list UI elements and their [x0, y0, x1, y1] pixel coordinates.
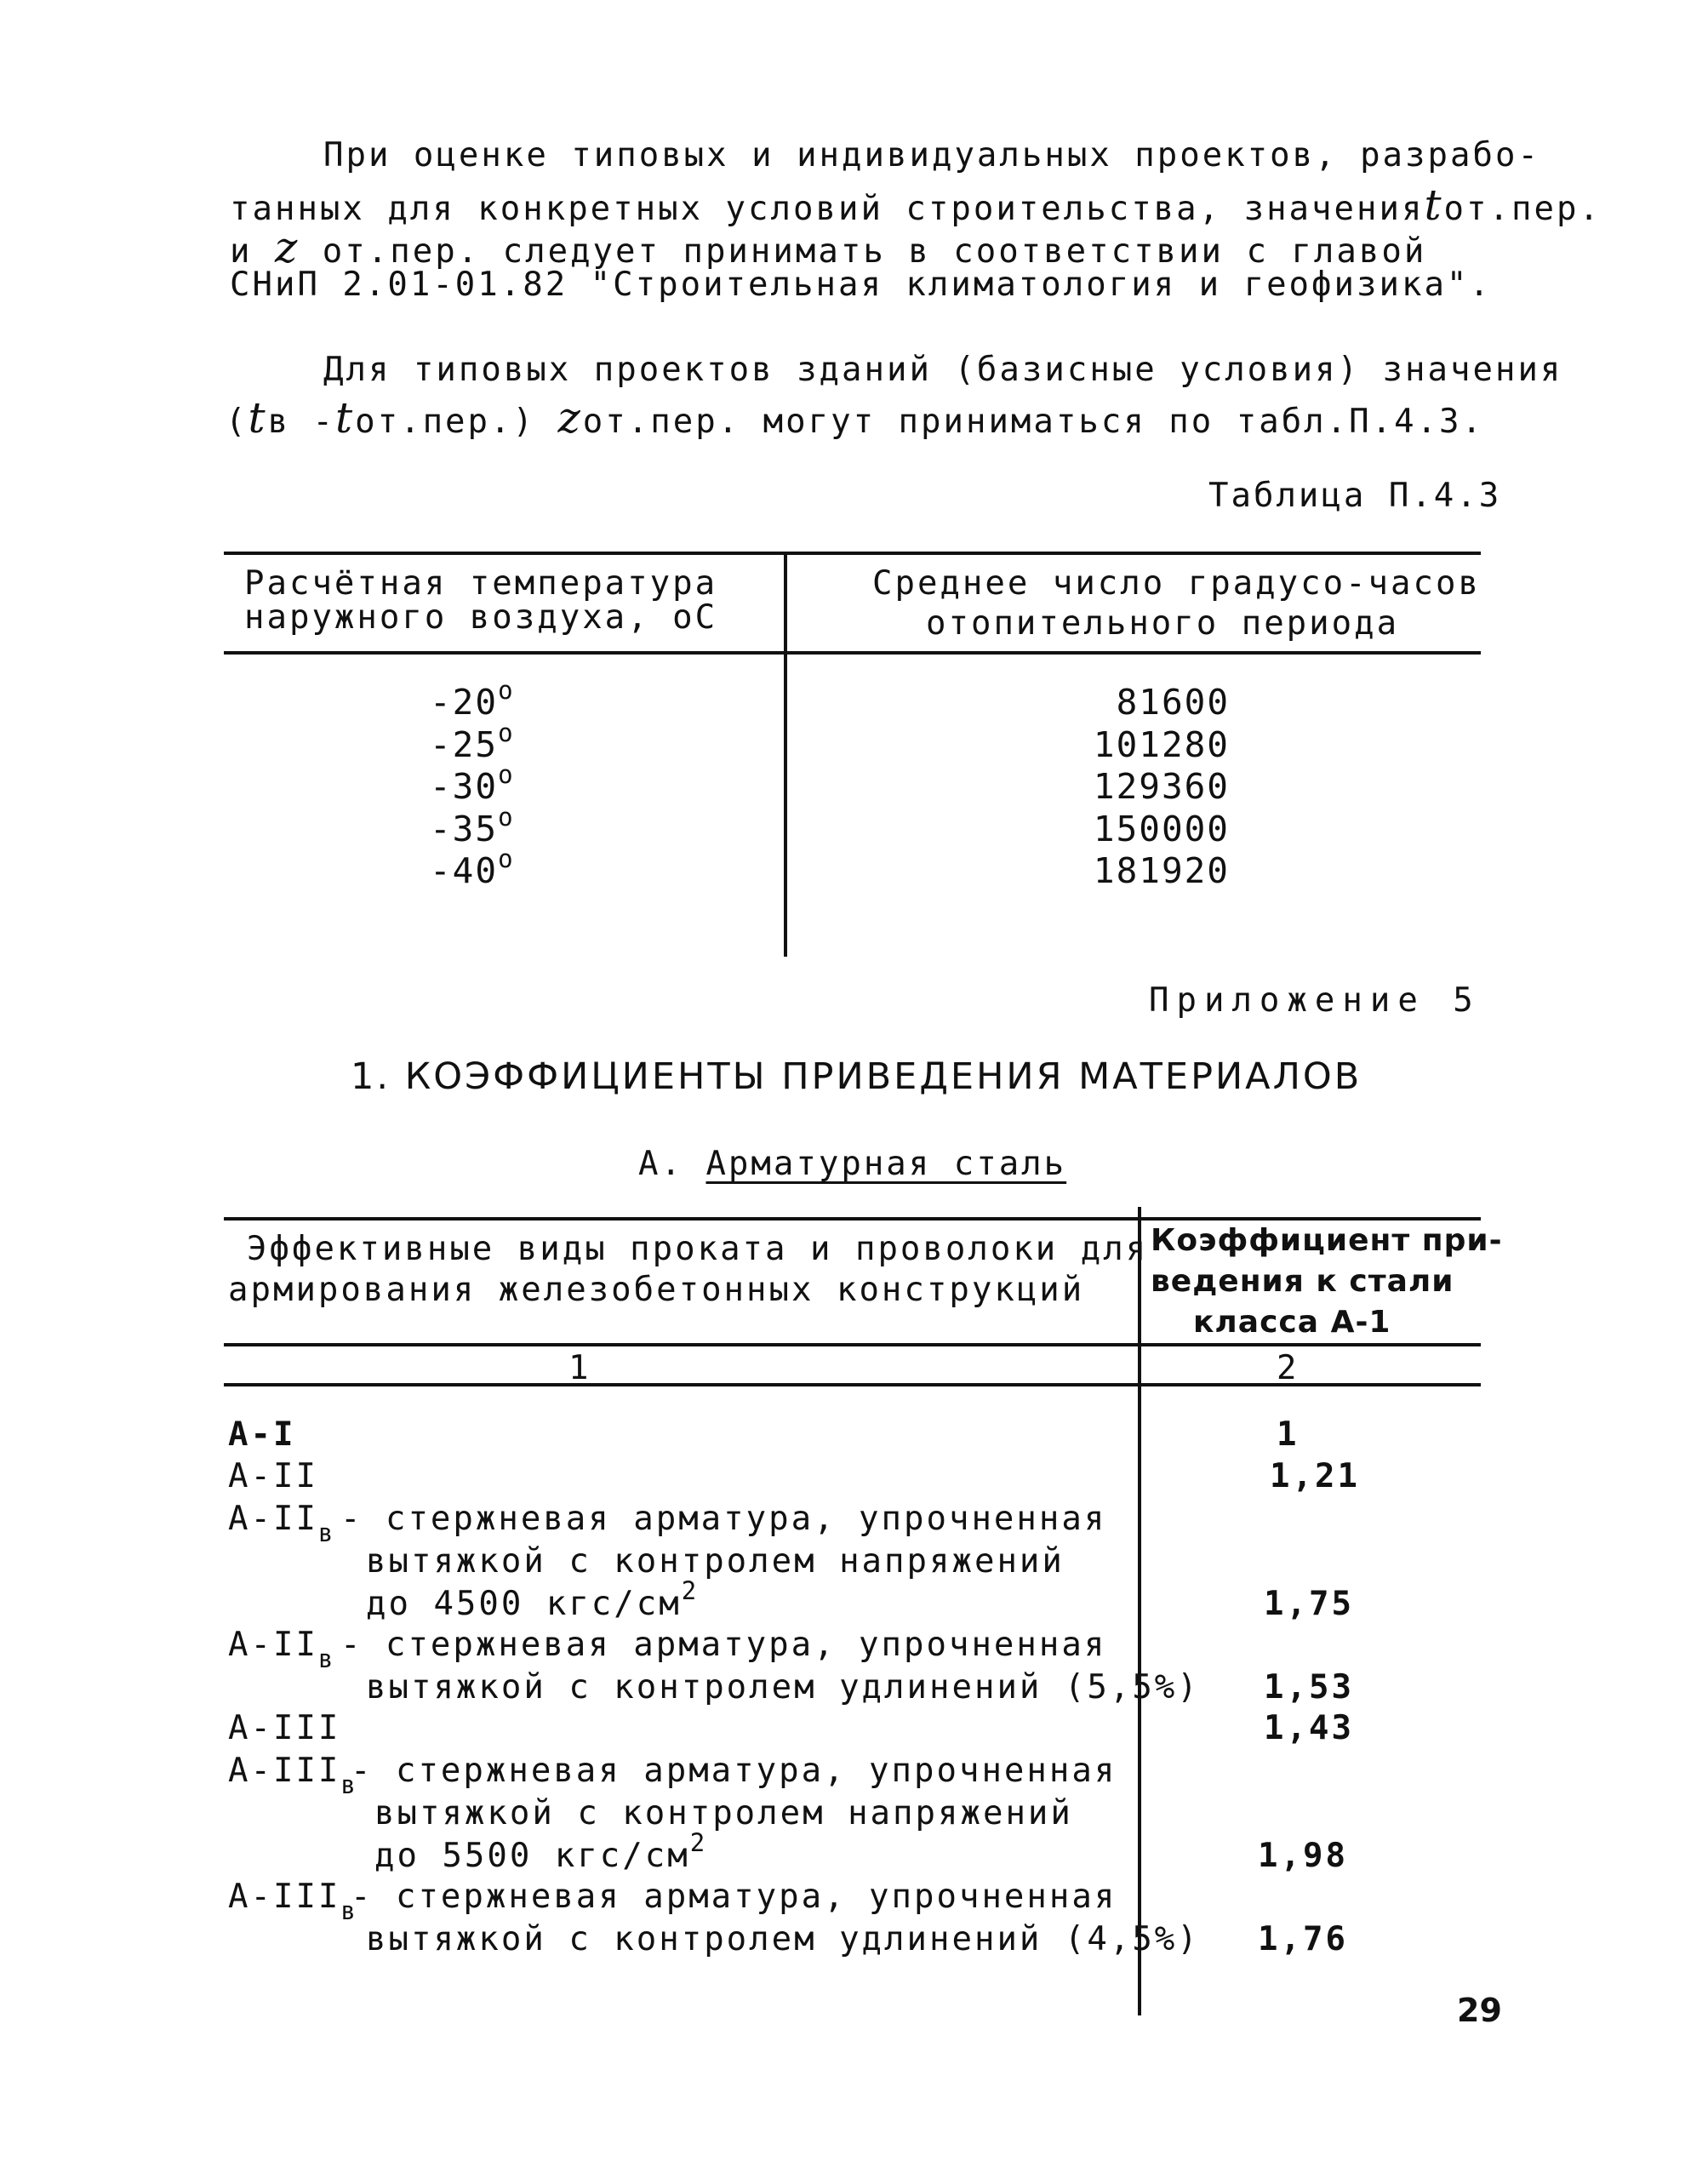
- para2-sub3: от.пер.: [582, 403, 741, 441]
- table1-row: [430, 803, 515, 849]
- table2-row-value: 1,43: [1264, 1709, 1354, 1747]
- subtitle-text: Арматурная сталь: [705, 1145, 1067, 1183]
- table1-top-rule: [224, 552, 1481, 555]
- table2-row-desc: - стержневая арматура, упрочненная: [351, 1878, 1117, 1916]
- table2-col2-header-line2: ведения к стали: [1151, 1264, 1454, 1299]
- table2-row-code: [228, 1500, 336, 1547]
- t-symbol: t: [248, 393, 268, 443]
- code-subscript: в: [340, 1896, 358, 1925]
- table2-row-code: [228, 1878, 358, 1925]
- table1-col1-header-text: наружного воздуха,: [244, 598, 650, 637]
- temp-value: -25: [430, 724, 499, 765]
- temp-value: -30: [430, 766, 499, 807]
- para2-line1: Для типовых проектов зданий (базисные условия) значения: [323, 351, 1563, 389]
- table2-row-value: 1,98: [1258, 1837, 1348, 1875]
- table1-row: [430, 718, 515, 765]
- table2-row-desc: вытяжкой с контролем удлинений (5,5%): [366, 1668, 1200, 1707]
- table2-col2-number: 2: [1277, 1349, 1300, 1387]
- table2-row-code: А-I: [228, 1415, 296, 1454]
- table2-row-code: А-II: [228, 1457, 318, 1495]
- table2-col2-header-line3: класса А-1: [1193, 1305, 1391, 1340]
- code: А-II: [228, 1626, 318, 1664]
- table2-row-code: [228, 1626, 336, 1673]
- table1-col1-header-line2: [244, 598, 717, 637]
- para2-minus: -: [312, 403, 336, 441]
- degree-mark: o: [498, 718, 515, 747]
- t-symbol: t: [335, 393, 356, 443]
- superscript: 2: [681, 1576, 700, 1605]
- table1-value: 129360: [1093, 766, 1230, 807]
- code-subscript: в: [317, 1644, 336, 1673]
- temp-value: -40: [430, 850, 499, 891]
- table2-row-desc: вытяжкой с контролем удлинений (4,5%): [366, 1920, 1200, 1958]
- table2-row-desc: - стержневая арматура, упрочненная: [340, 1500, 1107, 1538]
- subtitle-prefix: А.: [638, 1145, 683, 1183]
- table2-row-desc: [366, 1576, 700, 1623]
- para1-line2-tail: от.пер.: [1443, 190, 1602, 228]
- table2-row-desc: вытяжкой с контролем напряжений: [374, 1794, 1073, 1832]
- table1-value: 150000: [1093, 809, 1230, 849]
- table2-col2-header-line1: Коэффициент при-: [1151, 1223, 1503, 1258]
- table2-row-desc: [374, 1828, 708, 1875]
- para1-line3-a: и: [230, 232, 253, 271]
- table1-row: [430, 760, 515, 807]
- table1-col1-header-unit: oC: [672, 598, 718, 637]
- degree-mark: o: [498, 676, 515, 705]
- table1-col2-header-line2: отопительного периода: [926, 604, 1400, 643]
- desc-text: до 5500 кгс/см: [374, 1837, 690, 1875]
- superscript: 2: [689, 1828, 708, 1857]
- temp-value: -20: [430, 682, 499, 723]
- table2-header-rule: [224, 1343, 1481, 1346]
- table2-top-rule: [224, 1217, 1481, 1221]
- table2-row-desc: - стержневая арматура, упрочненная: [351, 1752, 1117, 1790]
- table1-value: 81600: [1116, 682, 1230, 723]
- code: А-III: [228, 1752, 341, 1790]
- para2-sub1: в: [267, 403, 291, 441]
- z-symbol: z: [557, 393, 583, 443]
- table1-caption: Таблица П.4.3: [1208, 477, 1502, 515]
- para1-line3-text: от.пер. следует принимать в соответствии с главой: [322, 232, 1427, 271]
- table2-row-desc: вытяжкой с контролем напряжений: [366, 1542, 1065, 1581]
- para2-open: (: [226, 403, 248, 441]
- table2-col1-header-line1: Эффективные виды проката и проволоки для: [247, 1230, 1149, 1268]
- table2-row-code: А-III: [228, 1709, 341, 1747]
- code: А-III: [228, 1878, 341, 1916]
- table1-col1-header-line1: Расчётная температура: [244, 564, 718, 603]
- para1-line1: При оценке типовых и индивидуальных проектов, разрабо-: [323, 136, 1540, 174]
- para1-line4: СНиП 2.01-01.82 "Строительная климатология и геофизика".: [230, 266, 1492, 304]
- para2-tail: могут приниматься по табл.П.4.3.: [763, 403, 1485, 441]
- para2-sub2: от.пер.): [355, 403, 535, 441]
- page-number: 29: [1457, 1992, 1502, 2029]
- temp-value: -35: [430, 809, 499, 849]
- table1-row: [430, 844, 515, 891]
- table2-row-value: 1,21: [1270, 1457, 1360, 1495]
- t-symbol: t: [1424, 180, 1444, 230]
- desc-text: до 4500 кгс/см: [366, 1585, 682, 1623]
- code-subscript: в: [340, 1770, 358, 1799]
- appendix-subtitle: [638, 1145, 1066, 1183]
- appendix-label: Приложение 5: [1149, 981, 1481, 1020]
- code: А-II: [228, 1500, 318, 1538]
- table2-row-desc: - стержневая арматура, упрочненная: [340, 1626, 1107, 1664]
- degree-mark: o: [498, 844, 515, 873]
- table1-header-rule: [224, 651, 1481, 655]
- table2-row-value: 1: [1277, 1415, 1300, 1454]
- table2-row-value: 1,53: [1264, 1668, 1354, 1707]
- table1-column-divider: [784, 552, 787, 957]
- table2-column-divider: [1138, 1207, 1141, 2015]
- table1-value: 181920: [1093, 850, 1230, 891]
- table2-row-value: 1,75: [1264, 1585, 1354, 1623]
- degree-mark: o: [498, 760, 515, 789]
- code-subscript: в: [317, 1518, 336, 1547]
- table2-row-code: [228, 1752, 358, 1799]
- para1-line2-text: танных для конкретных условий строительства, значения: [230, 190, 1425, 228]
- appendix-title: 1. КОЭФФИЦИЕНТЫ ПРИВЕДЕНИЯ МАТЕРИАЛОВ: [351, 1055, 1362, 1098]
- table2-col1-number: 1: [568, 1349, 591, 1387]
- table1-value: 101280: [1093, 724, 1230, 765]
- table2-row-value: 1,76: [1258, 1920, 1348, 1958]
- z-symbol: z: [274, 223, 300, 272]
- table2-col1-header-line2: армирования железобетонных конструкций: [228, 1271, 1085, 1309]
- table1-col2-header-line1: Среднее число градусо-часов: [872, 564, 1481, 603]
- degree-mark: o: [498, 803, 515, 832]
- table1-row: [430, 676, 515, 723]
- para2-line2: [226, 393, 1484, 443]
